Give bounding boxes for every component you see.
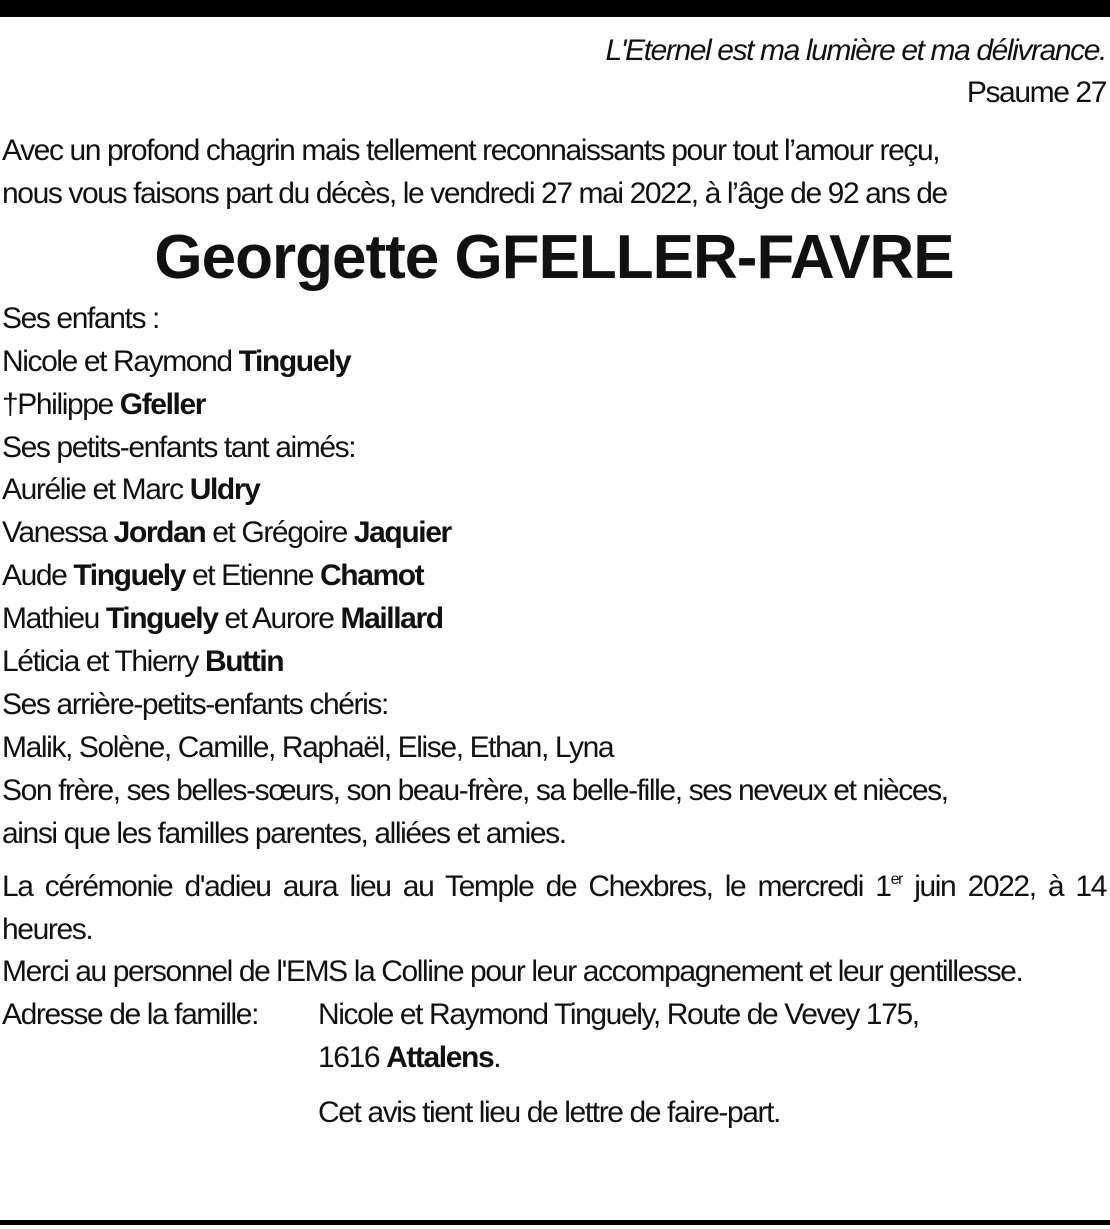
child-2: †Philippe Gfeller bbox=[2, 387, 206, 421]
grandchildren-heading: Ses petits-enfants tant aimés: bbox=[2, 430, 356, 464]
bottom-border bbox=[0, 1220, 1110, 1225]
closing-note: Cet avis tient lieu de lettre de faire-part. bbox=[318, 1096, 780, 1130]
address-lines bbox=[318, 994, 1106, 1080]
intro-line-2: nous vous faisons part du décès, le vendredi 27 mai 2022, à l’âge de 92 ans de bbox=[2, 176, 947, 210]
thanks-text: Merci au personnel de l'EMS la Colline pour leur accompagnement et leur gentillesse. bbox=[2, 955, 1023, 989]
bible-quote: L'Eternel est ma lumière et ma délivrance. bbox=[605, 34, 1106, 67]
child-1: Nicole et Raymond Tinguely bbox=[2, 344, 351, 378]
children-heading: Ses enfants : bbox=[2, 301, 159, 335]
grandchild-4: Mathieu Tinguely et Aurore Maillard bbox=[2, 602, 443, 636]
obituary-notice bbox=[2, 30, 1106, 1135]
great-grandchildren: Malik, Solène, Camille, Raphaël, Elise, Ethan, Lyna bbox=[2, 730, 614, 764]
intro-line-1: Avec un profond chagrin mais tellement reconnaissants pour tout l’amour reçu, bbox=[2, 134, 940, 167]
family-line-1: Son frère, ses belles-sœurs, son beau-frère, sa belle-fille, ses neveux et nièces, bbox=[2, 773, 948, 807]
grandchild-2: Vanessa Jordan et Grégoire Jaquier bbox=[2, 516, 451, 550]
ceremony-info: La cérémonie d'adieu aura lieu au Temple de Chexbres, le mercredi 1er juin 2022, à 14 heures. bbox=[2, 869, 1106, 946]
great-grandchildren-heading: Ses arrière-petits-enfants chéris: bbox=[2, 687, 388, 721]
family-address bbox=[2, 994, 1106, 1080]
top-border bbox=[0, 0, 1110, 17]
address-line-1: Nicole et Raymond Tinguely, Route de Vevey 175, bbox=[318, 998, 919, 1032]
family-line-2: ainsi que les familles parentes, alliées et amies. bbox=[2, 816, 566, 850]
grandchild-1: Aurélie et Marc Uldry bbox=[2, 473, 260, 507]
address-label: Adresse de la famille: bbox=[2, 998, 259, 1032]
grandchild-3: Aude Tinguely et Etienne Chamot bbox=[2, 559, 424, 593]
deceased-name: Georgette GFELLER-FAVRE bbox=[154, 222, 954, 292]
family-list bbox=[2, 298, 1106, 856]
quote-reference: Psaume 27 bbox=[966, 76, 1106, 109]
ordinal-suffix: er bbox=[890, 870, 902, 888]
address-line-2: 1616 Attalens. bbox=[318, 1041, 501, 1075]
grandchild-5: Léticia et Thierry Buttin bbox=[2, 645, 284, 679]
